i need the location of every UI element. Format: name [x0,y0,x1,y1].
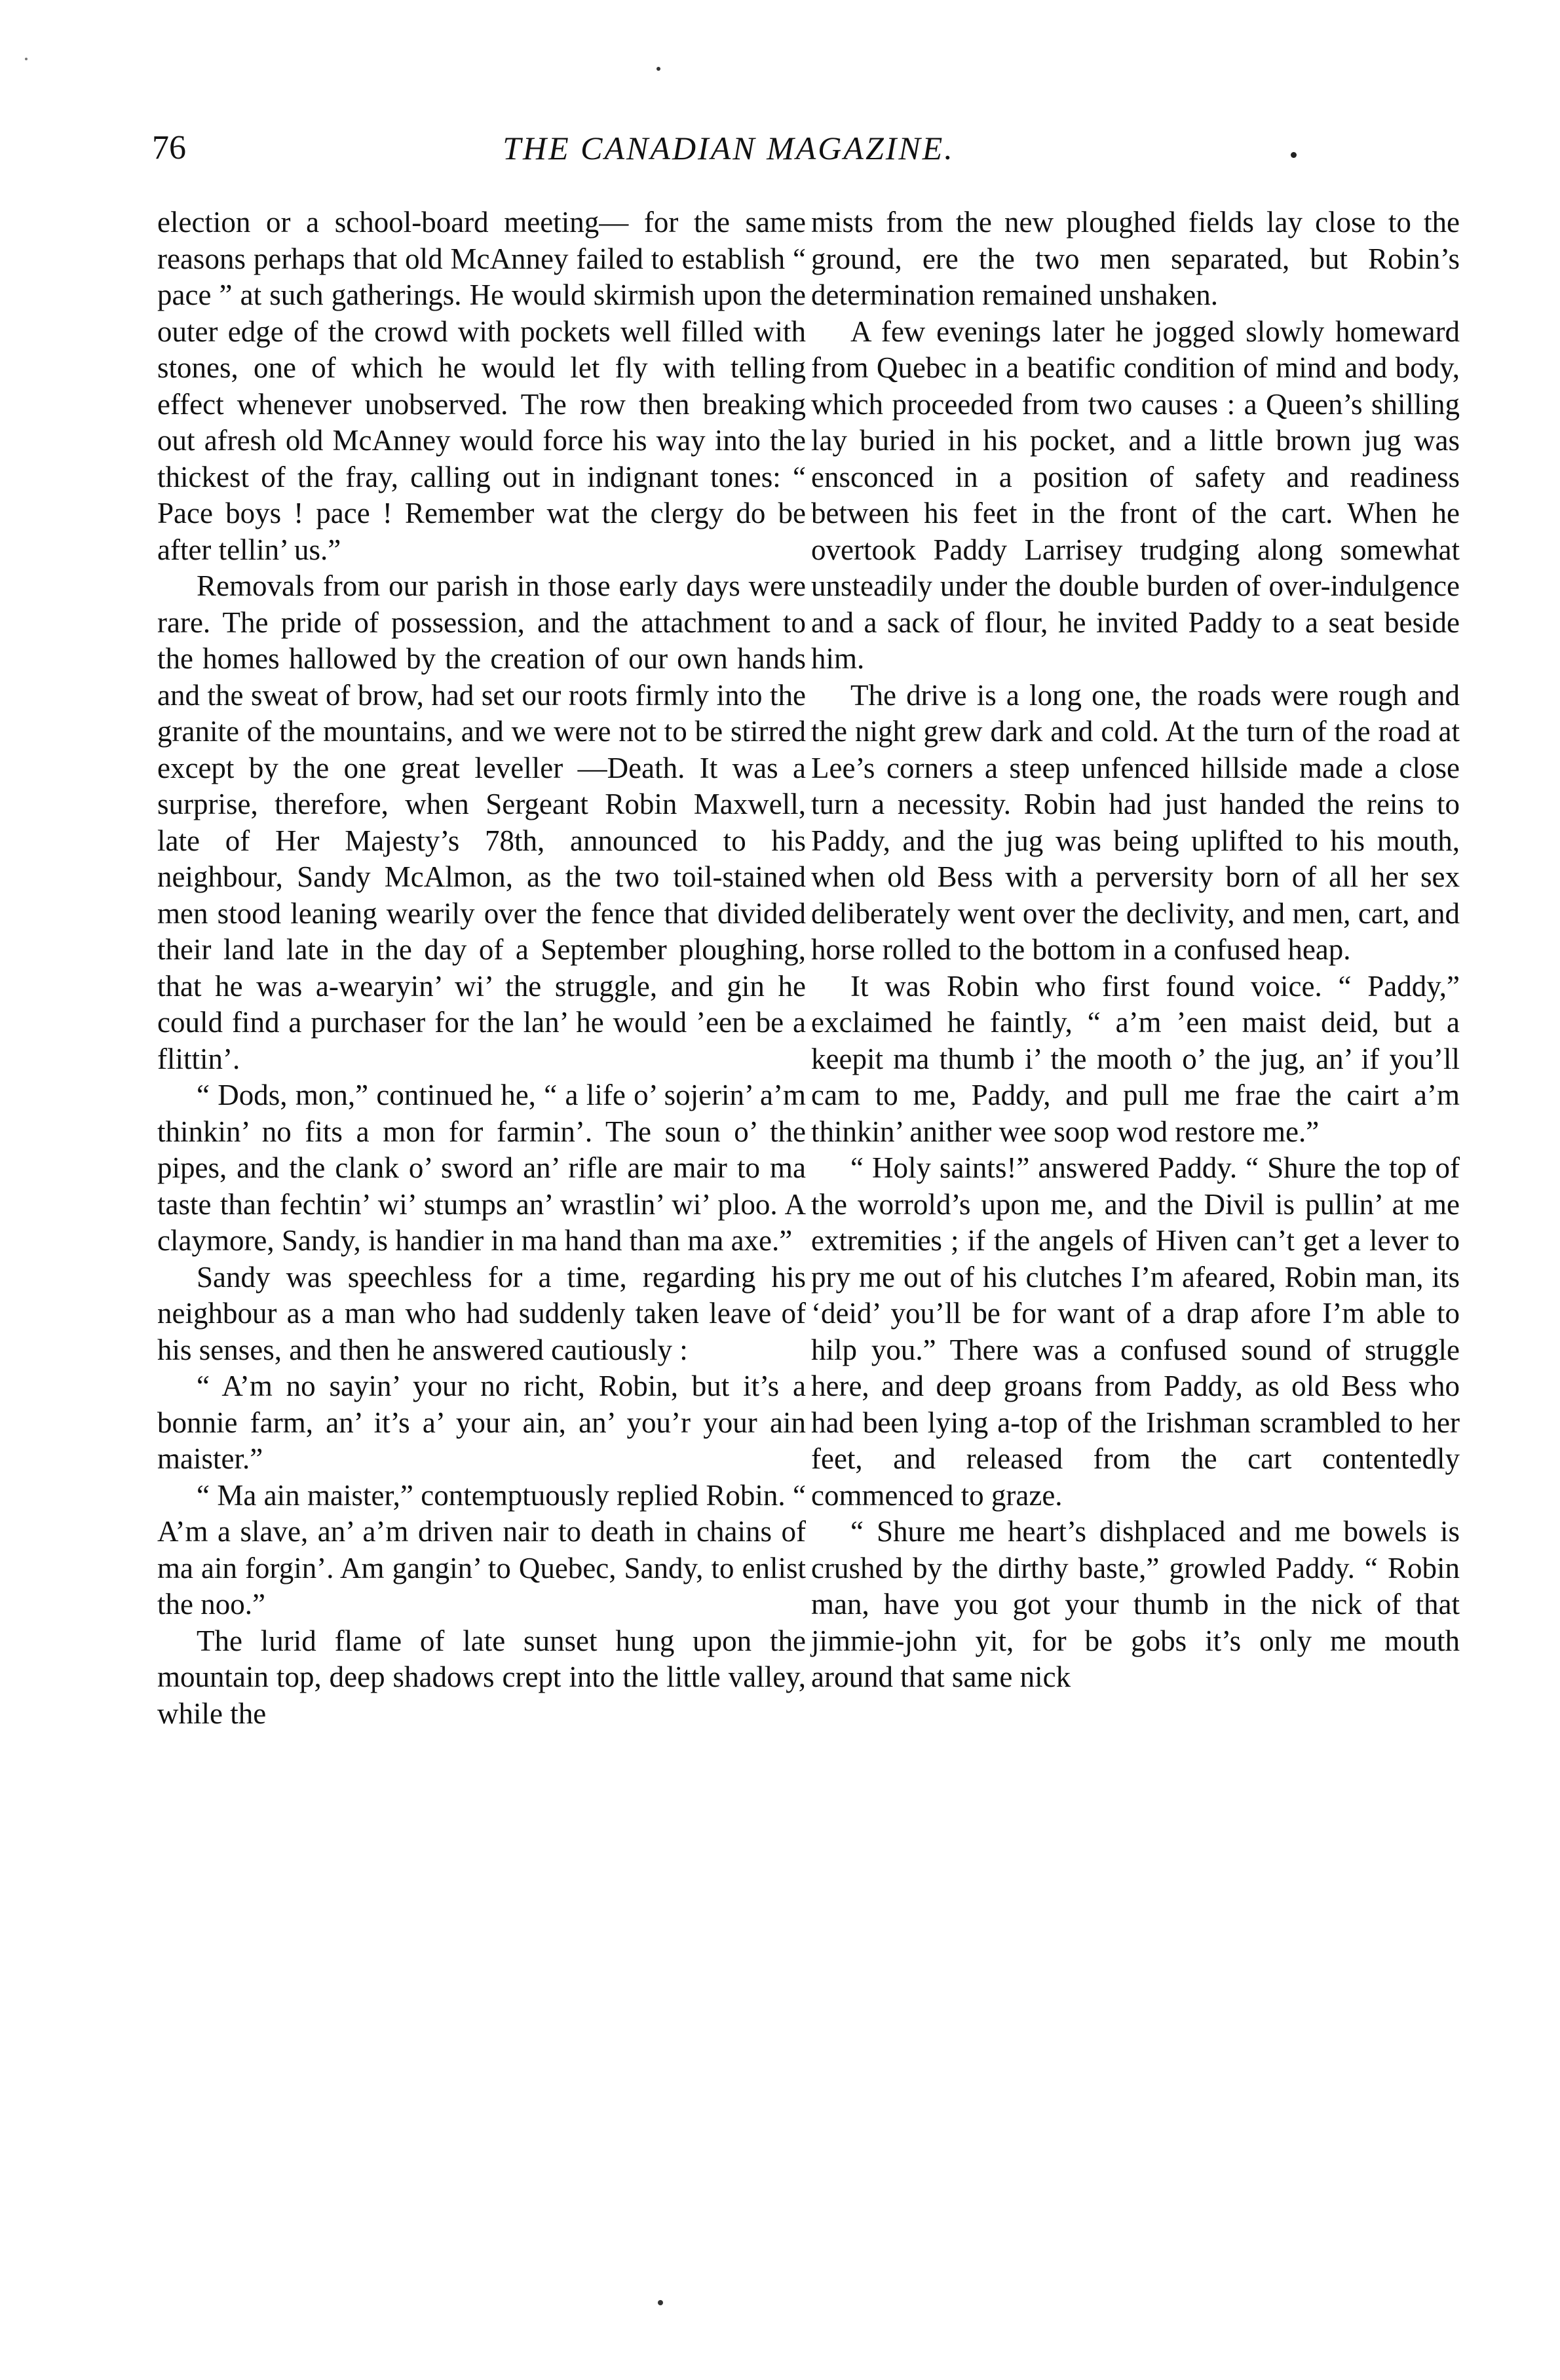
paragraph: It was Robin who first found voice. “ Paddy,” exclaimed he faintly, “ a’m ’een maist deid, but a keepit ma thumb i’ the mooth o’ the jug, an’ if you’ll cam to me, Paddy, and pull me frae the cairt a’m thinkin’ anither wee soop wod restore me.” [811,969,1460,1148]
ink-speck [25,58,28,60]
paragraph: Sandy was speechless for a time, regarding his neighbour as a man who had suddenly taken leave of his senses, and then he answered cautiously : [157,1260,806,1366]
right-column [811,204,1460,1696]
running-title: THE CANADIAN MAGAZINE. [503,130,955,166]
ink-speck [656,67,660,71]
left-column [157,204,806,1732]
paragraph: A few evenings later he jogged slowly homeward from Quebec in a beatific condition of mind and body, which proceeded from two causes : a Queen’s shilling lay buried in his pocket, and a little brown jug was ensconced in a position of safety and readiness between his feet in the front of the cart. When he overtook Paddy Larrisey trudging along somewhat unsteadily under the double burden of over-indulgence and a sack of flour, he invited Paddy to a seat beside him. [811,315,1460,675]
paragraph: “ Shure me heart’s dishplaced and me bowels is crushed by the dirthy baste,” growled Paddy. “ Robin man, have you got your thumb in the nick of that jimmie-john yit, for be gobs it’s only me mouth around that same nick [811,1515,1460,1693]
paragraph: The lurid flame of late sunset hung upon the mountain top, deep shadows crept into the little valley, while the [157,1624,806,1730]
ink-speck [1291,152,1297,158]
paragraph: election or a school-board meeting— for the same reasons perhaps that old McAnney failed to establish “ pace ” at such gatherings. He would skirmish upon the outer edge of the crowd with pockets well filled with stones, one of which he would let fly with telling effect whenever unobserved. The row then breaking out afresh old McAnney would force his way into the thickest of the fray, calling out in indignant tones: “ Pace boys ! pace ! Remember wat the clergy do be after tellin’ us.” [157,206,806,566]
page-number: 76 [152,129,186,166]
page-header [152,122,1305,174]
paragraph: “ A’m no sayin’ your no richt, Robin, but it’s a bonnie farm, an’ it’s a’ your ain, an’ you’r your ain maister.” [157,1370,806,1475]
paragraph: The drive is a long one, the roads were rough and the night grew dark and cold. At the turn of the road at Lee’s corners a steep unfenced hillside made a close turn a necessity. Robin had just handed the reins to Paddy, and the jug was being uplifted to his mouth, when old Bess with a perversity born of all her sex deliberately went over the declivity, and men, cart, and horse rolled to the bottom in a confused heap. [811,678,1460,966]
paragraph: “ Dods, mon,” continued he, “ a life o’ sojerin’ a’m thinkin’ no fits a mon for farmin’. The soun o’ the pipes, and the clank o’ sword an’ rifle are mair to ma taste than fechtin’ wi’ stumps an’ wrastlin’ wi’ ploo. A claymore, Sandy, is handier in ma hand than ma axe.” [157,1079,806,1257]
paragraph: mists from the new ploughed fields lay close to the ground, ere the two men separated, but Robin’s determination remained unshaken. [811,206,1460,311]
paragraph: “ Holy saints!” answered Paddy. “ Shure the top of the worrold’s upon me, and the Divil is pullin’ at me extremities ; if the angels of Hiven can’t get a lever to pry me out of his clutches I’m afeared, Robin man, its ‘deid’ you’ll be for want of a drap afore I’m able to hilp you.” There was a confused sound of struggle here, and deep groans from Paddy, as old Bess who had been lying a-top of the Irishman scrambled to her feet, and released from the cart contentedly commenced to graze. [811,1151,1460,1512]
paragraph: Removals from our parish in those early days were rare. The pride of possession, and the attachment to the homes hallowed by the creation of our own hands and the sweat of brow, had set our roots firmly into the granite of the mountains, and we were not to be stirred except by the one great leveller —Death. It was a surprise, therefore, when Sergeant Robin Maxwell, late of Her Majesty’s 78th, announced to his neighbour, Sandy McAlmon, as the two toil-stained men stood leaning wearily over the fence that divided their land late in the day of a September ploughing, that he was a-wearyin’ wi’ the struggle, and gin he could find a purchaser for the lan’ he would ’een be a flittin’. [157,569,806,1075]
paragraph: “ Ma ain maister,” contemptuously replied Robin. “ A’m a slave, an’ a’m driven nair to death in chains of ma ain forgin’. Am gangin’ to Quebec, Sandy, to enlist the noo.” [157,1478,806,1621]
ink-speck [658,2300,663,2305]
